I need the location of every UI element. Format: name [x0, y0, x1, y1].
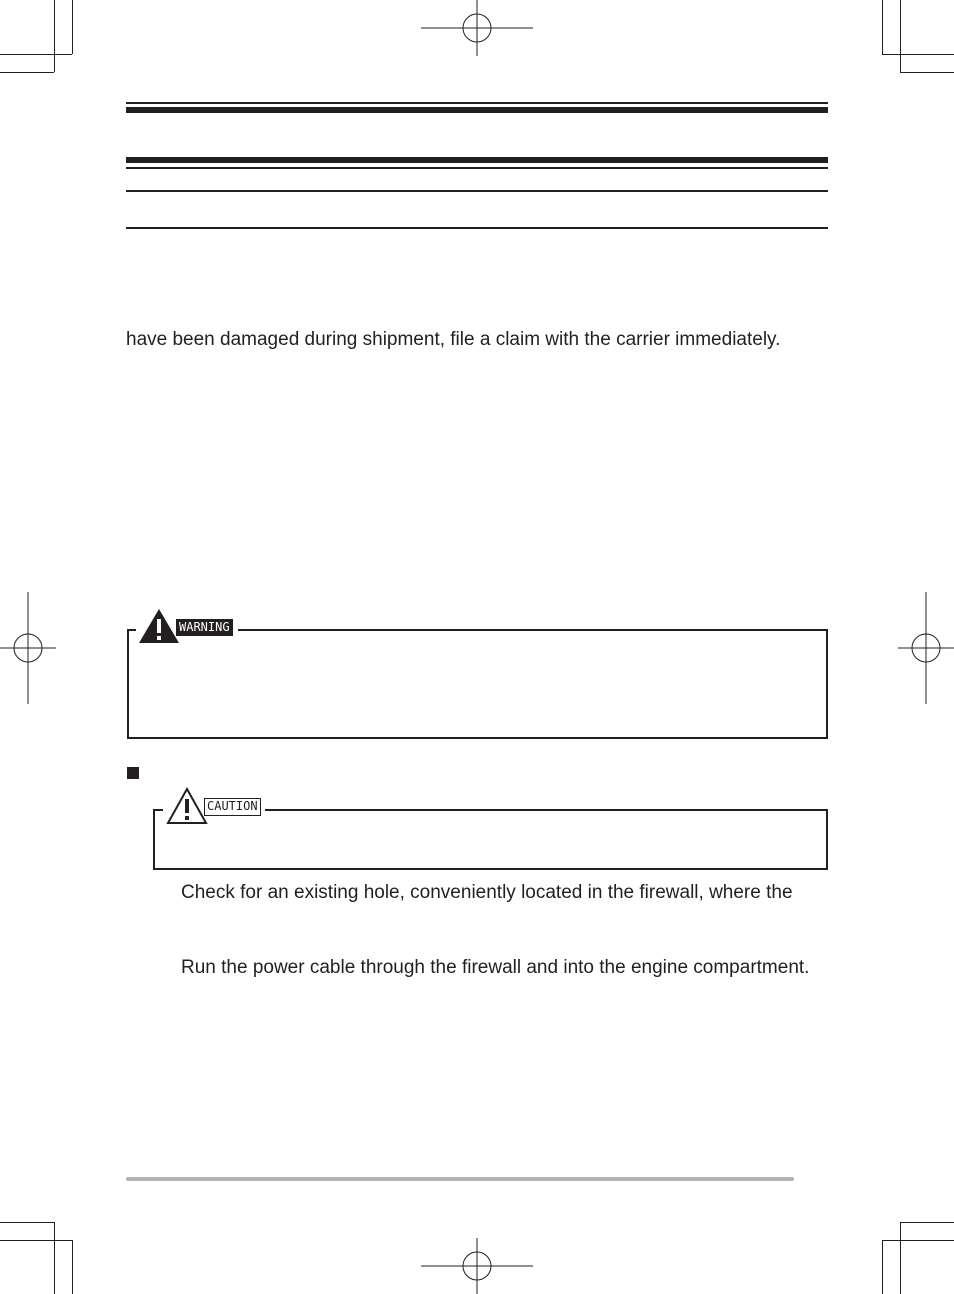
header-rule-thick-top	[126, 107, 828, 113]
section-rule-thin	[126, 167, 828, 169]
subsection-rule-top	[126, 190, 828, 192]
crop-mark-bottom-left-v1	[54, 1222, 55, 1294]
crop-mark-bottom-right-v2	[900, 1222, 901, 1294]
crop-mark-top-left-h2	[0, 72, 54, 73]
caution-label: CAUTION	[204, 798, 261, 816]
crop-mark-bottom-left-v2	[72, 1240, 73, 1294]
registration-mark-icon	[421, 1238, 533, 1294]
registration-mark-icon	[421, 0, 533, 56]
square-bullet-icon	[127, 767, 139, 779]
subsection-rule-bottom	[126, 227, 828, 229]
warning-triangle-icon	[138, 608, 180, 644]
crop-mark-bottom-right-h1	[900, 1222, 954, 1223]
power-cable-step-text: Run the power cable through the firewall and into the engine compartment.	[181, 957, 810, 978]
warning-box	[127, 629, 828, 739]
section-rule-thick	[126, 157, 828, 163]
crop-mark-bottom-right-v1	[882, 1240, 883, 1294]
crop-mark-top-left-v1	[54, 0, 55, 72]
firewall-hole-step-text: Check for an existing hole, conveniently located in the firewall, where the	[181, 882, 793, 903]
caution-triangle-icon	[166, 787, 208, 825]
crop-mark-top-right-h1	[882, 54, 954, 55]
crop-mark-bottom-right-h2	[882, 1240, 954, 1241]
registration-mark-icon	[0, 592, 56, 704]
crop-mark-top-right-v2	[900, 0, 901, 72]
footer-rule	[126, 1177, 794, 1181]
crop-mark-bottom-left-h2	[0, 1240, 72, 1241]
crop-mark-top-left-h1	[0, 54, 72, 55]
warning-label: WARNING	[176, 619, 233, 636]
shipment-damage-text: have been damaged during shipment, file a claim with the carrier immediately.	[126, 329, 781, 350]
header-rule-thin-top	[126, 102, 828, 104]
crop-mark-bottom-left-h1	[0, 1222, 54, 1223]
crop-mark-top-left-v2	[72, 0, 73, 54]
crop-mark-top-right-h2	[900, 72, 954, 73]
crop-mark-top-right-v1	[882, 0, 883, 54]
registration-mark-icon	[898, 592, 954, 704]
